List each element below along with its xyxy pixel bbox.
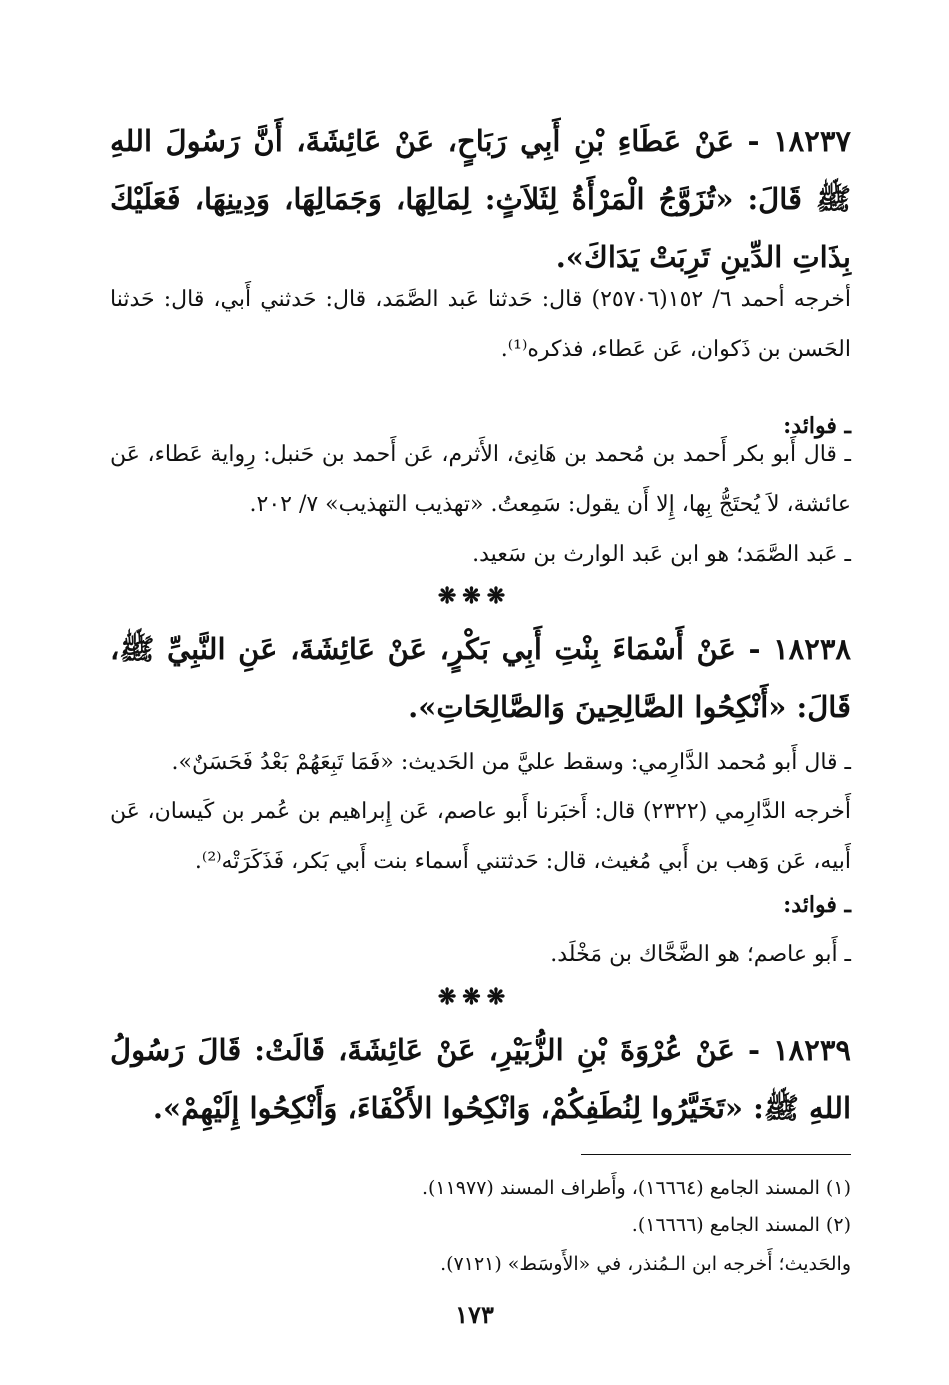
section-separator: ❋❋❋ [437,984,512,1010]
section-separator: ❋❋❋ [437,583,512,609]
hadith-18237-fawaid-1: ـ قال أَبو بكر أَحمد بن مُحمد بن هَانِئ، الأَثرم، عَن أَحمد بن حَنبل: رِواية عَطاء، عَن عائشة، لاَ يُحتَجُّ بِها، إِلا أَن يقول: سَمِعتُ. «تهذيب التهذيب» ٧/ ٢٠٢. [110,442,851,517]
hadith-18239-text: ١٨٢٣٩ - عَنْ عُرْوَةَ بْنِ الزُّبَيْرِ، عَنْ عَائِشَةَ، قَالَتْ: قَالَ رَسُولُ اللهِ ﷺ: «تَخَيَّرُوا لِنُطَفِكُمْ، وَانْكِحُوا الأَكْفَاءَ، وَأَنْكِحُوا إِلَيْهِمْ». [110,1033,851,1125]
hadith-18238-takhrij: أَخرجه الدَّارِمي (٢٣٢٢) قال: أَخبَرنا أَبو عاصم، عَن إِبراهيم بن عُمر بن كَيسان، عَن أَبيه، عَن وَهب بن أَبي مُغيث، قال: حَدثتني أَسماء بنت أَبي بَكر، فَذَكَرَتْه⁽²⁾. [110,799,851,874]
hadith-18238-fawaid-1: ـ أَبو عاصم؛ هو الضَّحَّاك بن مَخْلَد. [550,942,851,967]
footnote-divider [581,1154,851,1155]
hadith-18238-fawaid-label: ـ فوائد: [783,892,851,918]
hadith-18237-fawaid-2: ـ عَبد الصَّمَد؛ هو ابن عَبد الوارث بن سَعيد. [472,542,851,567]
footnote-2: (٢) المسند الجامع (١٦٦٦٦). [631,1214,851,1236]
hadith-18237-fawaid-label: ـ فوائد: [783,413,851,439]
footnote-1: (١) المسند الجامع (١٦٦٦٤)، وأَطراف المسند (١١٩٧٧). [421,1177,851,1199]
hadith-18237-takhrij: أخرجه أحمد ٦/ ١٥٢(٢٥٧٠٦) قال: حَدثنا عَبد الصَّمَد، قال: حَدثني أَبي، قال: حَدثنا الحَسن بن ذَكوان، عَن عَطاء، فذكره⁽¹⁾. [110,287,851,362]
hadith-18237-text: ١٨٢٣٧ - عَنْ عَطَاءِ بْنِ أَبِي رَبَاحٍ، عَنْ عَائِشَةَ، أَنَّ رَسُولَ اللهِ ﷺ قَالَ: «تُزَوَّجُ الْمَرْأَةُ لِثَلاَثٍ: لِمَالِهَا، وَجَمَالِهَا، وَدِينِهَا، فَعَلَيْكَ بِذَاتِ الدِّينِ تَرِبَتْ يَدَاكَ». [110,124,851,274]
hadith-18238-darimi-note: ـ قال أَبو مُحمد الدَّارِمي: وسقط عليَّ من الحَديث: «فَمَا تَبِعَهُمْ بَعْدُ فَحَسَنٌ». [171,750,851,775]
footnote-2-continued: والحَديث؛ أَخرجه ابن الـمُنذر، في «الأَوسَط» (٧١٢١). [440,1253,851,1275]
hadith-18238-text: ١٨٢٣٨ - عَنْ أَسْمَاءَ بِنْتِ أَبِي بَكْرٍ، عَنْ عَائِشَةَ، عَنِ النَّبِيِّ ﷺ، قَالَ: «أَنْكِحُوا الصَّالِحِينَ وَالصَّالِحَاتِ». [110,632,851,724]
page-number: ١٧٣ [455,1300,494,1329]
